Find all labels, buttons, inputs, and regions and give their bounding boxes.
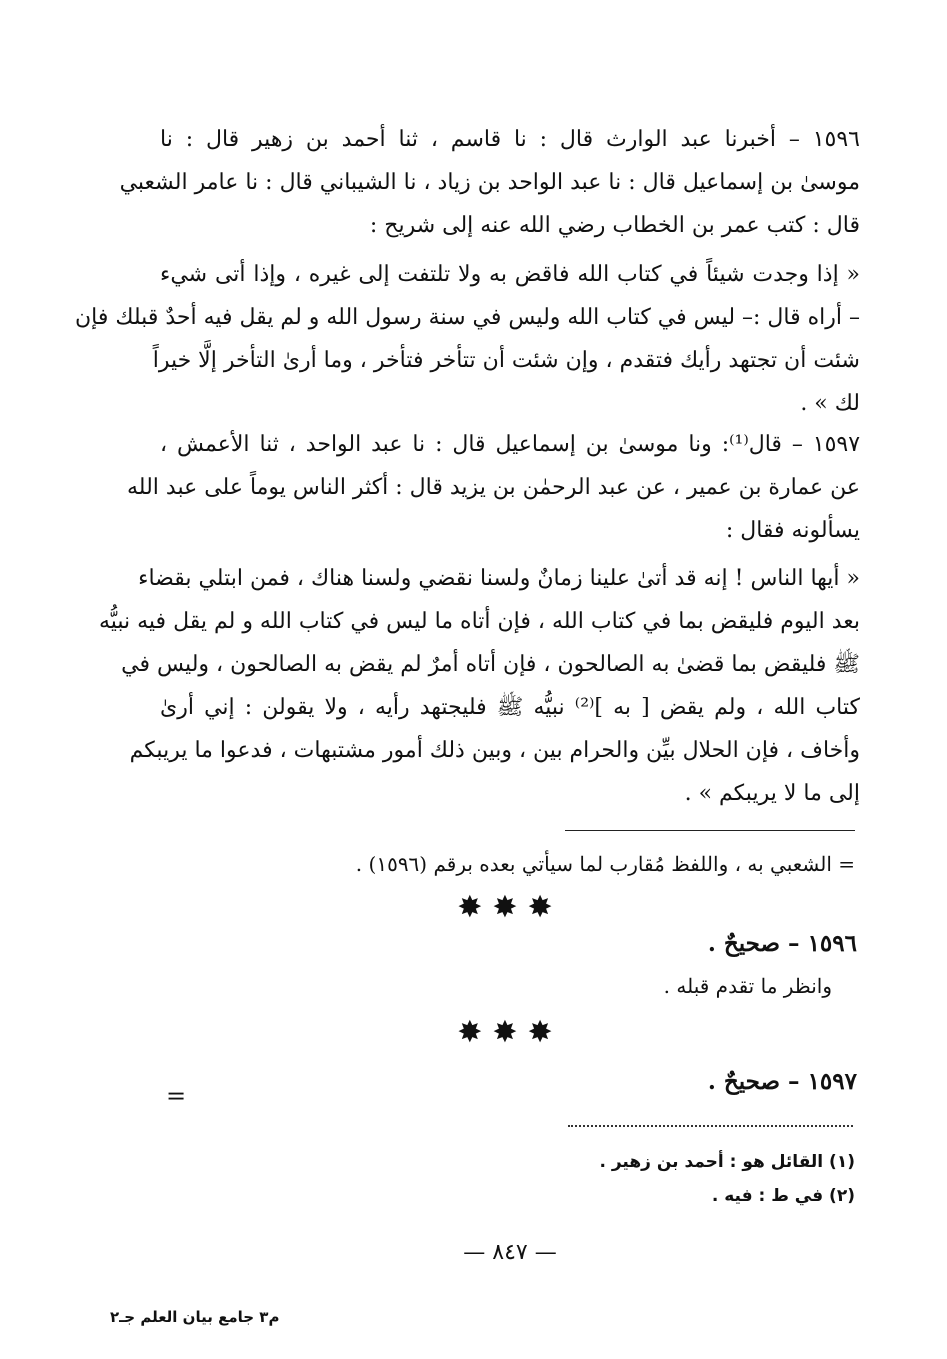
text-line: قال : كتب عمر بن الخطاب رضي الله عنه إلى شريح : [369, 213, 860, 238]
text-line: وأخاف ، فإن الحلال بيِّن والحرام بين ، وبين ذلك أمور مشتبهات ، فدعوا ما يريبكم [129, 738, 860, 763]
footnote-1: (١) القائل هو : أحمد بن زهير . [599, 1152, 855, 1172]
text-line: بعد اليوم فليقض بما في كتاب الله ، فإن أتاه ما ليس في كتاب الله و لم يقل فيه نبيُّه [98, 609, 860, 634]
text-line: إلى ما لا يريبكم » . [684, 781, 860, 806]
text-line: كتاب الله ، ولم يقض [ به ]⁽²⁾ نبيُّه ﷺ فليجتهد رأيه ، ولا يقولن : إني أرىٰ [160, 695, 860, 720]
notes-divider [565, 830, 855, 831]
continuation-note: = الشعبي به ، واللفظ مُقارب لما سيأتي بعده برقم (١٥٩٦) . [355, 852, 855, 876]
grade-1596-note: وانظر ما تقدم قبله . [663, 974, 832, 998]
paragraph-1596 [119, 118, 860, 247]
page-number: — ٨٤٧ — [463, 1240, 557, 1265]
text-line: لك » . [800, 391, 860, 416]
footnote-divider [568, 1125, 853, 1127]
text-line: « أيها الناس ! إنه قد أتىٰ علينا زمانٌ ولسنا نقضي ولسنا هناك ، فمن ابتلي بقضاء [138, 566, 860, 591]
text-line: شئت أن تجتهد رأيك فتقدم ، وإن شئت أن تتأخر فتأخر ، وما أرىٰ التأخر إلَّا خيراً [152, 348, 860, 373]
footnote-2: (٢) في ط : فيه . [711, 1186, 855, 1206]
text-line: ١٥٩٧ – قال⁽¹⁾: ونا موسىٰ بن إسماعيل قال : نا عبد الواحد ، ثنا الأعمش ، [160, 432, 861, 457]
grade-1597: ١٥٩٧ – صحيحٌ . [707, 1068, 857, 1095]
grade-1596: ١٥٩٦ – صحيحٌ . [707, 930, 857, 957]
separator-stars: ✸✸✸ [457, 890, 563, 925]
text-line: عن عمارة بن عمير ، عن عبد الرحمٰن بن يزيد قال : أكثر الناس يوماً على عبد الله [127, 475, 860, 500]
continuation-mark: = [166, 1082, 187, 1110]
quote-1597 [98, 557, 860, 815]
text-line: موسىٰ بن إسماعيل قال : نا عبد الواحد بن زياد ، نا الشيباني قال : نا عامر الشعبي [119, 170, 860, 195]
text-line: يسألونه فقال : [725, 518, 860, 543]
separator-stars: ✸✸✸ [457, 1015, 563, 1050]
quote-1596 [74, 253, 860, 425]
paragraph-1597 [127, 423, 861, 552]
text-line: ١٥٩٦ – أخبرنا عبد الوارث قال : نا قاسم ، ثنا أحمد بن زهير قال : نا [160, 127, 860, 152]
text-line: « إذا وجدت شيئاً في كتاب الله فاقض به ولا تلتفت إلى غيره ، وإذا أتى شيء [160, 262, 860, 287]
text-line: – أراه قال :– ليس في كتاب الله وليس في سنة رسول الله و لم يقل فيه أحدٌ قبلك فإن [74, 305, 860, 330]
text-line: ﷺ فليقض بما قضىٰ به الصالحون ، فإن أتاه أمرٌ لم يقض به الصالحون ، وليس في [121, 652, 860, 677]
signature-mark: م٣ جامع بيان العلم جـ٢ [110, 1308, 280, 1326]
